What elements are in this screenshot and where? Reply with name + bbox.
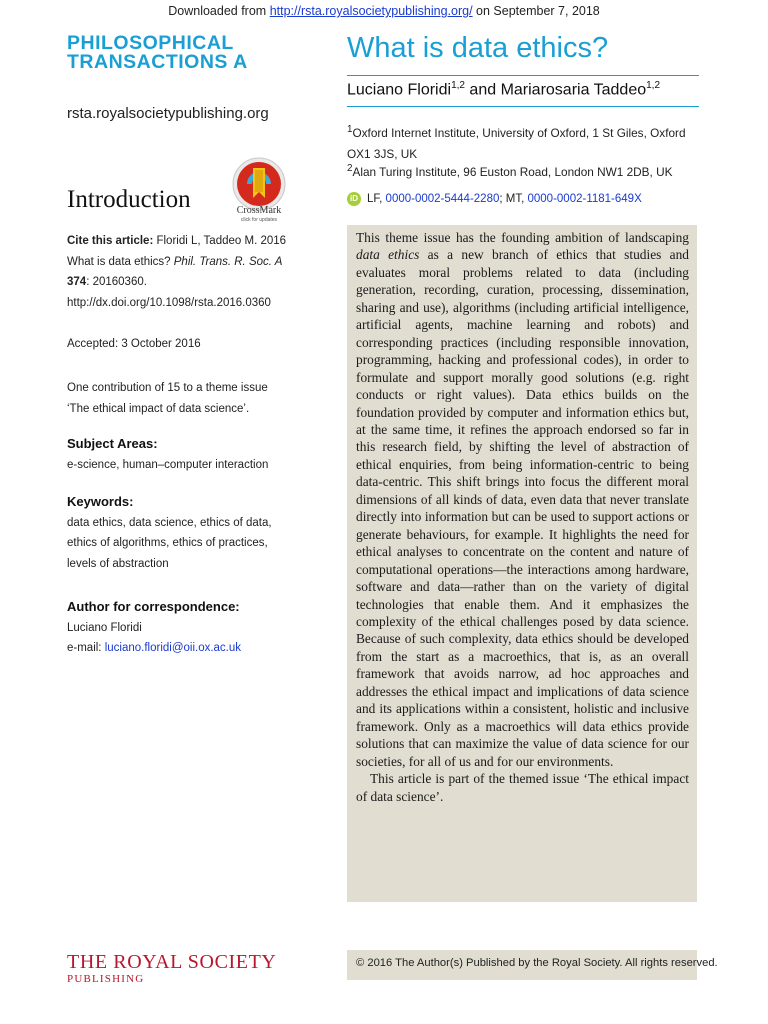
correspondence-email-row bbox=[67, 638, 292, 659]
keywords bbox=[67, 492, 292, 574]
subject-heading: Subject Areas: bbox=[67, 436, 158, 451]
email-link[interactable]: luciano.floridi@oii.ox.ac.uk bbox=[104, 642, 242, 654]
abstract-p1-italic: data ethics bbox=[356, 247, 420, 263]
download-prefix: Downloaded from bbox=[168, 4, 270, 18]
affiliation-2-sup: 2 bbox=[347, 163, 353, 174]
royal-society-name: THE ROYAL SOCIETY bbox=[67, 951, 277, 973]
authors-and: and bbox=[464, 81, 501, 99]
orcid-id-2[interactable]: 0000-0002-1181-649X bbox=[527, 193, 642, 205]
cite-doi[interactable]: http://dx.doi.org/10.1098/rsta.2016.0360 bbox=[67, 296, 271, 309]
correspondence-name: Luciano Floridi bbox=[67, 621, 142, 634]
cite-volume: 374 bbox=[67, 276, 87, 288]
affiliation-1-sup: 1 bbox=[347, 124, 353, 135]
download-line bbox=[0, 4, 768, 18]
cite-text2: : 20160360. bbox=[86, 276, 147, 288]
article-title: What is data ethics? bbox=[347, 32, 609, 64]
download-suffix: on September 7, 2018 bbox=[472, 4, 600, 18]
copyright-notice: © 2016 The Author(s) Published by the Royal Society. All rights reserved. bbox=[356, 957, 718, 969]
contribution-note: One contribution of 15 to a theme issue ‘The ethical impact of data science’. bbox=[67, 382, 268, 415]
crossmark-sub: click for updates bbox=[240, 217, 278, 223]
royal-society-publishing: PUBLISHING bbox=[67, 973, 145, 985]
accepted-date: Accepted: 3 October 2016 bbox=[67, 338, 201, 350]
abstract-paragraph-1 bbox=[356, 229, 689, 770]
orcid-prefix: LF, bbox=[367, 193, 383, 205]
author-1: Luciano Floridi bbox=[347, 81, 452, 99]
author-1-affil: 1,2 bbox=[451, 80, 465, 91]
correspondence bbox=[67, 597, 292, 659]
download-url-link[interactable]: http://rsta.royalsocietypublishing.org/ bbox=[269, 4, 473, 18]
abstract bbox=[356, 229, 689, 805]
cite-journal: Phil. Trans. R. Soc. A bbox=[173, 255, 283, 268]
correspondence-heading: Author for correspondence: bbox=[67, 599, 240, 614]
section-heading: Introduction bbox=[67, 186, 191, 213]
cite-label: Cite this article: bbox=[67, 235, 154, 247]
journal-title-line1: PHILOSOPHICAL bbox=[67, 32, 234, 54]
keywords-text: data ethics, data science, ethics of data, ethics of algorithms, ethics of practices, levels of abstraction bbox=[67, 516, 272, 570]
subject-text: e-science, human–computer interaction bbox=[67, 458, 269, 471]
email-label: e-mail: bbox=[67, 642, 105, 654]
affiliation-2-text: Alan Turing Institute, 96 Euston Road, London NW1 2DB, UK bbox=[352, 164, 673, 179]
orcid-middle: ; MT, bbox=[499, 193, 525, 205]
journal-site[interactable]: rsta.royalsocietypublishing.org bbox=[67, 105, 269, 122]
subject-areas bbox=[67, 434, 287, 475]
royal-society-logo bbox=[67, 951, 276, 985]
crossmark-badge[interactable] bbox=[228, 156, 290, 226]
affiliation-2 bbox=[347, 163, 697, 179]
cite-block bbox=[67, 231, 287, 313]
abstract-paragraph-2: This article is part of the themed issue ‘The ethical impact of data science’. bbox=[356, 771, 689, 804]
journal-title bbox=[67, 34, 248, 72]
orcid-row bbox=[347, 192, 642, 206]
crossmark-label: CrossMark bbox=[236, 205, 282, 216]
orcid-id-1[interactable]: 0000-0002-5444-2280 bbox=[385, 193, 500, 205]
author-2: Mariarosaria Taddeo bbox=[500, 81, 647, 99]
authors bbox=[347, 80, 660, 99]
author-2-affil: 1,2 bbox=[646, 80, 661, 91]
abstract-p1-start: This theme issue has the founding ambition of landscaping bbox=[356, 230, 689, 245]
keywords-heading: Keywords: bbox=[67, 494, 134, 509]
affiliation-1-text: Oxford Internet Institute, University of Oxford, 1 St Giles, Oxford OX1 3JS, UK bbox=[347, 125, 686, 161]
orcid-icon: iD bbox=[347, 192, 361, 206]
title-rule bbox=[347, 75, 699, 76]
cite-text1: Floridi L, Taddeo M. 2016 What is data ethics? bbox=[67, 235, 287, 268]
journal-title-line2: TRANSACTIONS A bbox=[67, 51, 248, 73]
authors-rule bbox=[347, 106, 699, 107]
abstract-p1-rest: as a new branch of ethics that studies and evaluates moral problems related to data (including generation, recording, curation, processing, dissemination, sharing and use), algorithms (including artificial intelligence, artificial agents, machine learning and robots) and corresponding practices (including responsible innovation, programming, hacking and professional codes), in order to formulate and support morally good solutions (e.g. right conducts or right values). Data ethics builds on the foundation provided by computer and information ethics but, at the same time, it refines the approach endorsed so far in this research field, by shifting the level of abstraction of ethical enquiries, from being information-centric to being data-centric. This shift brings into focus the different moral dimensions of all kinds of data, even data that never translate directly into information but can be used to support actions or generate behaviours, for example. It highlights the need for ethical analyses to concentrate on the content and nature of computational operations—the interactions among hardware, software and data—rather than on the variety of digital technologies that enable them. And it emphasizes the complexity of the ethical challenges posed by data science. Because of such complexity, data ethics should be developed from the start as a macroethics, that is, as an overall framework that avoids narrow, ad hoc approaches and addresses the ethical impact and implications of data science and its applications within a consistent, holistic and inclusive framework. Only as a macroethics will data ethics provide solutions that can maximize the value of data science for our societies, for all of us and for our environments. bbox=[356, 247, 690, 769]
affiliation-1 bbox=[347, 119, 697, 165]
